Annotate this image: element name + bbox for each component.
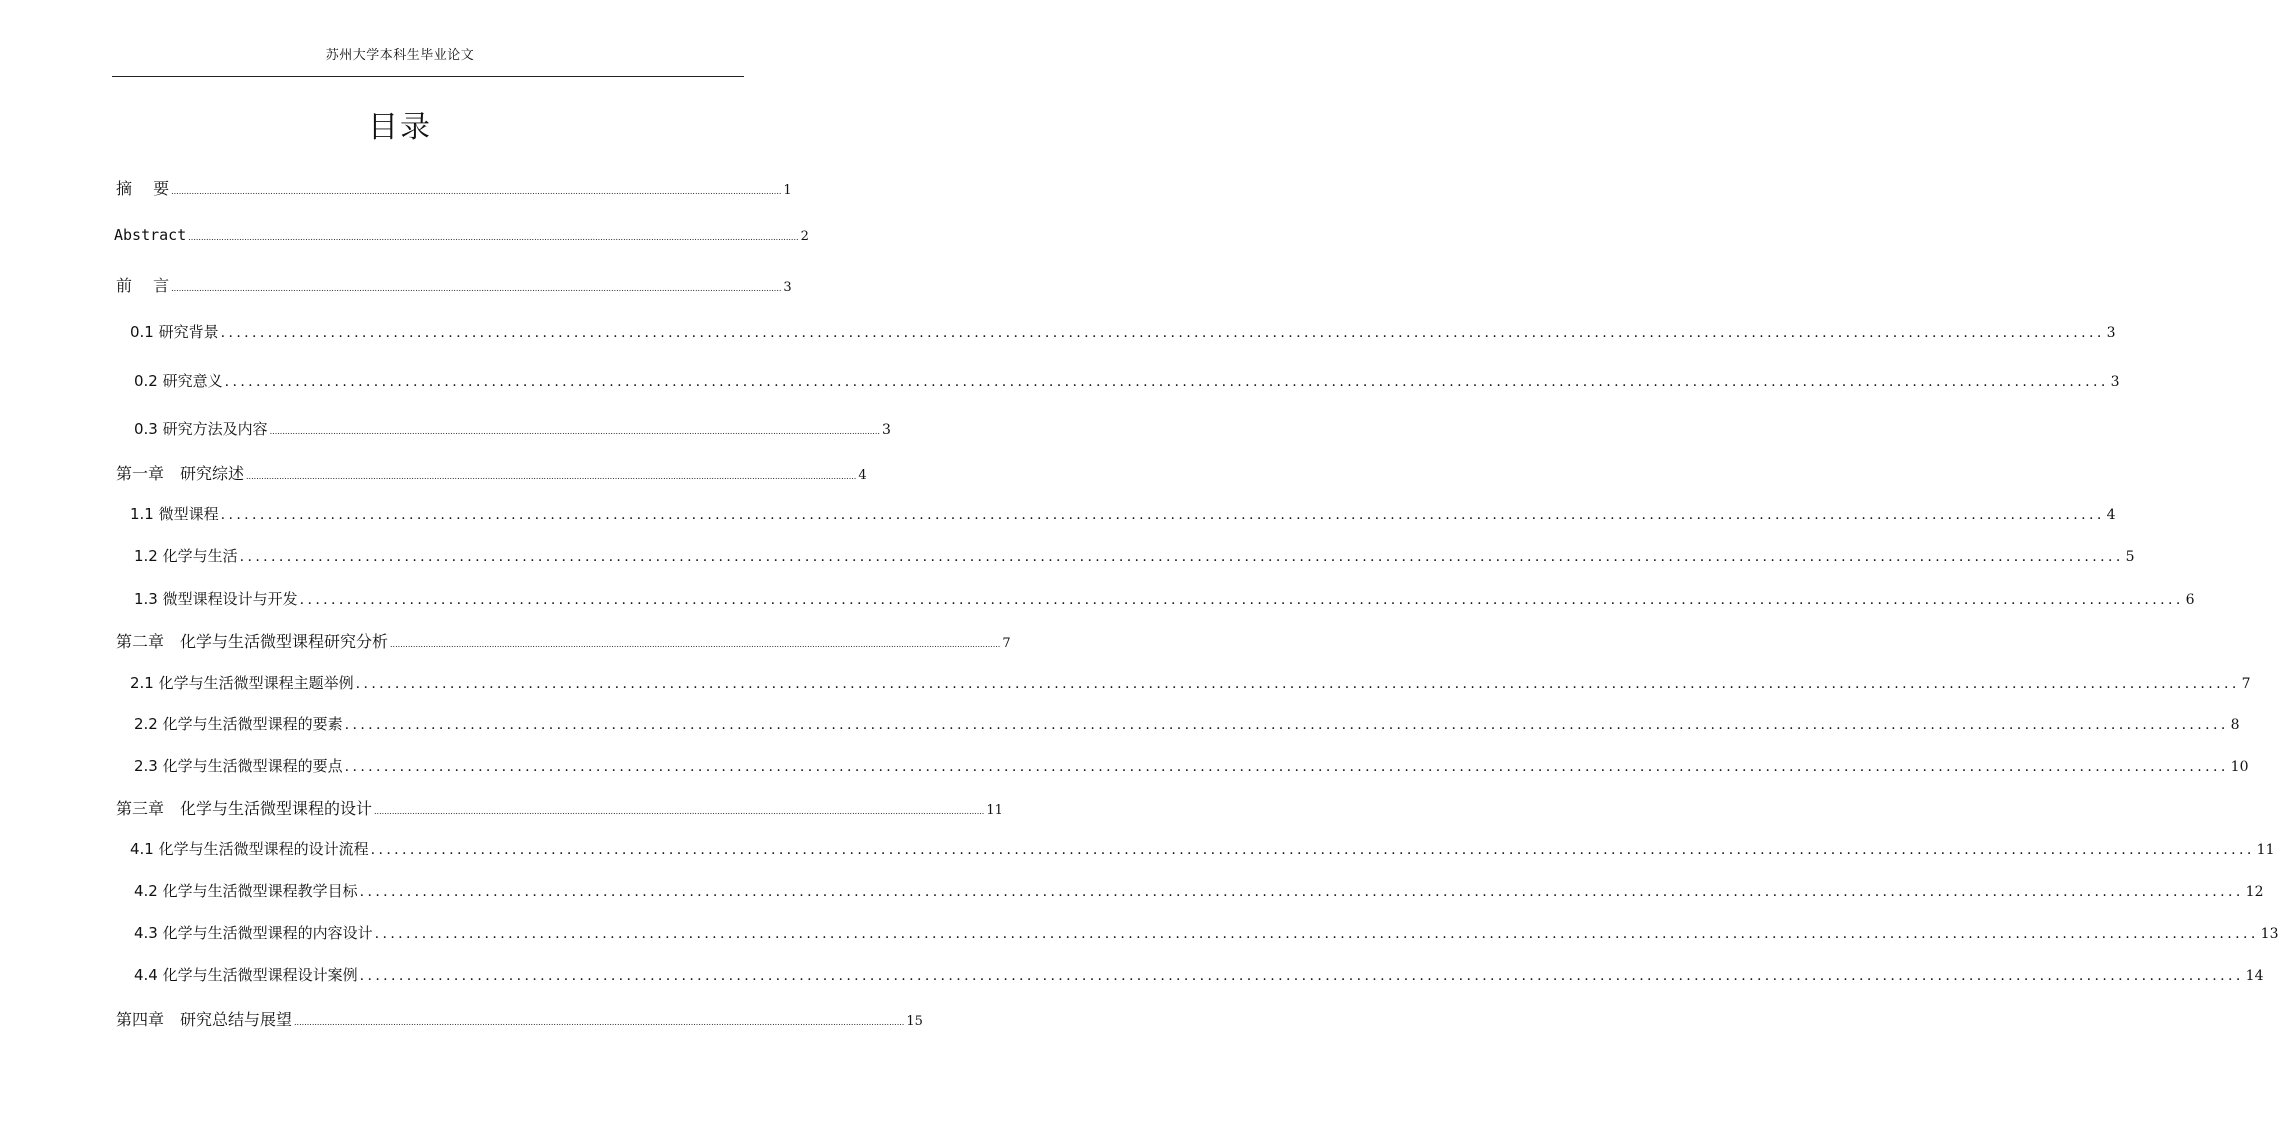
dot-leader: ................................................................................................................................................................................................................................................: [239, 549, 2124, 565]
toc-entry-0-3[interactable]: [134, 418, 891, 444]
toc-entry-2-1[interactable]: [130, 672, 2251, 698]
dot-leader: ................................................................................................................................................................................................................................................: [246, 472, 857, 481]
toc-entry-page: 11: [2256, 842, 2275, 858]
toc-entry-label: 0.2 研究意义: [134, 372, 223, 390]
toc-entry-page: 6: [2185, 592, 2195, 608]
toc-entry-page: 15: [906, 1014, 923, 1029]
toc-entry-page: 3: [881, 422, 891, 438]
toc-entry-1-1[interactable]: [130, 503, 2116, 529]
dot-leader: ................................................................................................................................................................................................................................................: [171, 187, 782, 196]
toc-entry-page: 11: [986, 803, 1003, 818]
toc-entry-label: 1.1 微型课程: [130, 505, 219, 523]
toc-entry-page: 8: [2230, 717, 2240, 733]
toc-entry-label: 4.4 化学与生活微型课程设计案例: [134, 966, 358, 984]
toc-entry-1-3[interactable]: [134, 588, 2195, 614]
toc-entry-page: 10: [2230, 759, 2249, 775]
toc-entry-2-3[interactable]: [134, 755, 2249, 781]
toc-entry-0-1[interactable]: [130, 321, 2116, 347]
toc-entry-page: 14: [2245, 968, 2264, 984]
toc-entry-page: 4: [2106, 507, 2116, 523]
dot-leader: ................................................................................................................................................................................................................................................: [344, 759, 2229, 775]
dot-leader: ................................................................................................................................................................................................................................................: [220, 507, 2105, 523]
dot-leader: ................................................................................................................................................................................................................................................: [224, 374, 2109, 390]
dot-leader: ................................................................................................................................................................................................................................................: [269, 427, 880, 436]
toc-entry-label: 第三章 化学与生活微型课程的设计: [116, 799, 373, 818]
toc-entry-page: 5: [2125, 549, 2135, 565]
toc-entry-2-2[interactable]: [134, 713, 2240, 739]
dot-leader: ................................................................................................................................................................................................................................................: [171, 284, 782, 293]
toc-entry-label: 4.1 化学与生活微型课程的设计流程: [130, 840, 369, 858]
toc-entry-label: 摘 要: [116, 179, 170, 198]
toc-entry-label: 第一章 研究综述: [116, 464, 245, 483]
toc-entry-page: 3: [2110, 374, 2120, 390]
toc-entry-label: 2.1 化学与生活微型课程主题举例: [130, 674, 354, 692]
toc-entry-label: 1.2 化学与生活: [134, 547, 238, 565]
toc-entry-4-2[interactable]: [134, 880, 2264, 906]
toc-entry-page: 13: [2260, 926, 2279, 942]
toc-entry-4-3[interactable]: [134, 922, 2279, 948]
toc-entry-preface[interactable]: [116, 273, 792, 299]
dot-leader: ................................................................................................................................................................................................................................................: [294, 1018, 905, 1027]
toc-entry-page: 7: [1002, 636, 1011, 651]
toc-entry-page: 7: [2241, 676, 2251, 692]
dot-leader: ................................................................................................................................................................................................................................................: [370, 842, 2255, 858]
toc-entry-page: 12: [2245, 884, 2264, 900]
toc-entry-4-4[interactable]: [134, 964, 2264, 990]
dot-leader: ................................................................................................................................................................................................................................................: [344, 717, 2229, 733]
toc-entry-page: 4: [858, 468, 867, 483]
page-header: 苏州大学本科生毕业论文: [325, 48, 475, 63]
dot-leader: ................................................................................................................................................................................................................................................: [220, 325, 2105, 341]
dot-leader: ................................................................................................................................................................................................................................................: [299, 592, 2184, 608]
toc-entry-label: 第二章 化学与生活微型课程研究分析: [116, 632, 389, 651]
dot-leader: ................................................................................................................................................................................................................................................: [355, 676, 2240, 692]
toc-entry-label: 第四章 研究总结与展望: [116, 1010, 293, 1029]
toc-entry-page: 1: [783, 183, 792, 198]
toc-entry-page: 3: [783, 280, 792, 295]
dot-leader: ................................................................................................................................................................................................................................................: [390, 640, 1001, 649]
toc-entry-chapter-1[interactable]: [116, 461, 867, 487]
toc-title: 目录: [368, 110, 432, 145]
toc-entry-label: Abstract: [114, 226, 187, 244]
dot-leader: ................................................................................................................................................................................................................................................: [188, 233, 799, 242]
dot-leader: ................................................................................................................................................................................................................................................: [359, 884, 2244, 900]
toc-entry-chapter-4[interactable]: [116, 1007, 923, 1033]
toc-entry-label: 0.1 研究背景: [130, 323, 219, 341]
dot-leader: ................................................................................................................................................................................................................................................: [359, 968, 2244, 984]
toc-entry-page: 2: [800, 229, 809, 244]
toc-entry-4-1[interactable]: [130, 838, 2275, 864]
toc-entry-abstract-en[interactable]: [114, 226, 809, 252]
toc-entry-label: 0.3 研究方法及内容: [134, 420, 268, 438]
toc-entry-abstract-cn[interactable]: [116, 176, 792, 202]
toc-entry-label: 4.3 化学与生活微型课程的内容设计: [134, 924, 373, 942]
dot-leader: ................................................................................................................................................................................................................................................: [374, 926, 2259, 942]
dot-leader: ................................................................................................................................................................................................................................................: [374, 807, 985, 816]
toc-entry-1-2[interactable]: [134, 545, 2135, 571]
toc-entry-label: 4.2 化学与生活微型课程教学目标: [134, 882, 358, 900]
toc-entry-chapter-2[interactable]: [116, 629, 1011, 655]
toc-entry-0-2[interactable]: [134, 370, 2120, 396]
toc-entry-page: 3: [2106, 325, 2116, 341]
toc-entry-chapter-3[interactable]: [116, 796, 1003, 822]
toc-entry-label: 2.2 化学与生活微型课程的要素: [134, 715, 343, 733]
toc-entry-label: 前 言: [116, 276, 170, 295]
toc-entry-label: 1.3 微型课程设计与开发: [134, 590, 298, 608]
toc-entry-label: 2.3 化学与生活微型课程的要点: [134, 757, 343, 775]
